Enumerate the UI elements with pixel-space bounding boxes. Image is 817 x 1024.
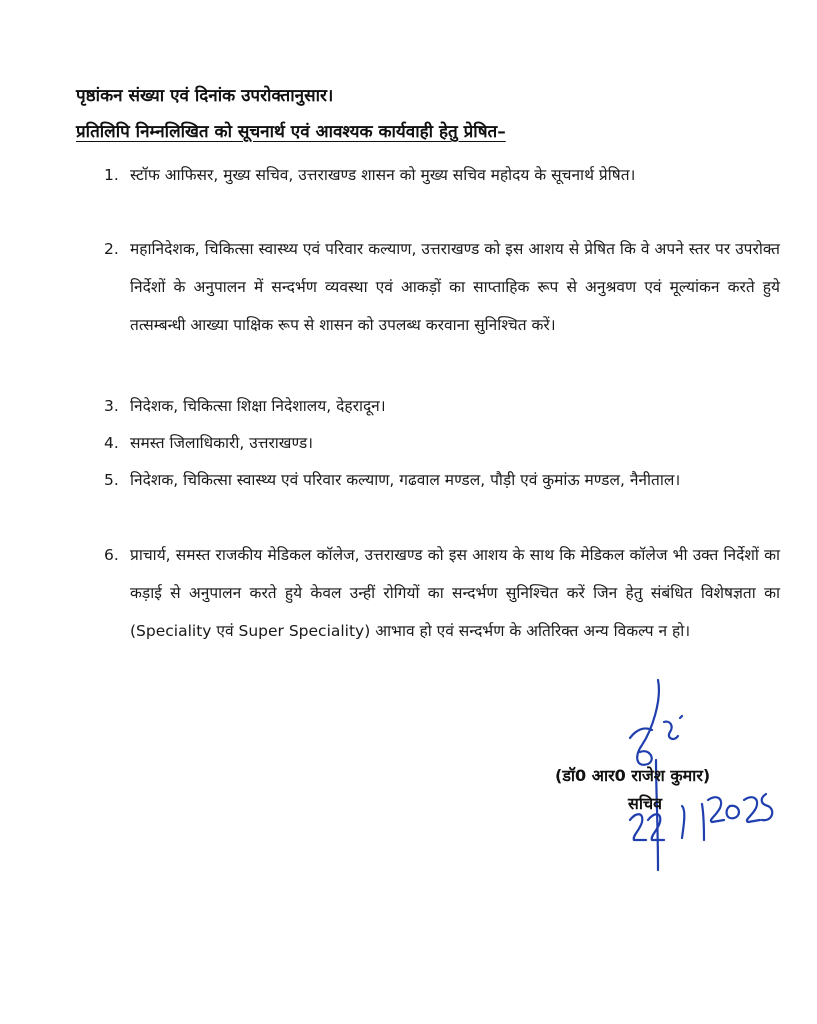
list-item-text: समस्त जिलाधिकारी, उत्तराखण्ड। (130, 434, 314, 452)
list-item-number: 1. (104, 166, 119, 184)
signatory-name: (डॉ0 आर0 राजेश कुमार) (555, 766, 711, 785)
list-item-number: 5. (104, 471, 119, 489)
list-item (104, 424, 780, 462)
copy-to-heading: प्रतिलिपि निम्नलिखित को सूचनार्थ एवं आवश्यक कार्यवाही हेतु प्रेषित– (76, 122, 506, 142)
list-item (104, 230, 780, 344)
list-item-text: निदेशक, चिकित्सा शिक्षा निदेशालय, देहरादून। (130, 397, 386, 415)
list-item (104, 536, 780, 650)
list-item (104, 461, 780, 499)
list-item-number: 4. (104, 434, 119, 452)
endorsement-line: पृष्ठांकन संख्या एवं दिनांक उपरोक्तानुसार। (76, 86, 334, 106)
list-item-number: 2. (104, 240, 119, 258)
list-item-number: 6. (104, 546, 119, 564)
signatory-designation: सचिव (628, 794, 663, 813)
list-item (104, 156, 780, 194)
list-item (104, 387, 780, 425)
list-item-number: 3. (104, 397, 119, 415)
list-item-text: निदेशक, चिकित्सा स्वास्थ्य एवं परिवार कल्याण, गढवाल मण्डल, पौड़ी एवं कुमांऊ मण्डल, नैनीताल। (130, 471, 681, 489)
list-item-text: महानिदेशक, चिकित्सा स्वास्थ्य एवं परिवार कल्याण, उत्तराखण्ड को इस आशय से प्रेषित कि वे अपने स्तर पर उपरोक्त निर्देशों के अनुपालन में सन्दर्भण व्यवस्था एवं आकड़ों का साप्ताहिक रूप से अनुश्रवण एवं मूल्यांकन करते हुये तत्सम्बन्धी आख्या पाक्षिक रूप से शासन को उपलब्ध करवाना सुनिश्चित करें। (130, 240, 780, 334)
list-item-text: प्राचार्य, समस्त राजकीय मेडिकल कॉलेज, उत्तराखण्ड को इस आशय के साथ कि मेडिकल कॉलेज भी उक्त निर्देशों का कड़ाई से अनुपालन करते हुये केवल उन्हीं रोगियों का सन्दर्भण सुनिश्चित करें जिन हेतु संबंधित विशेषज्ञता का (Speciality एवं Super Speciality) आभाव हो एवं सन्दर्भण के अतिरिक्त अन्य विकल्प न हो। (130, 546, 780, 640)
list-item-text: स्टॉफ आफिसर, मुख्य सचिव, उत्तराखण्ड शासन को मुख्य सचिव महोदय के सूचनार्थ प्रेषित। (130, 166, 636, 184)
